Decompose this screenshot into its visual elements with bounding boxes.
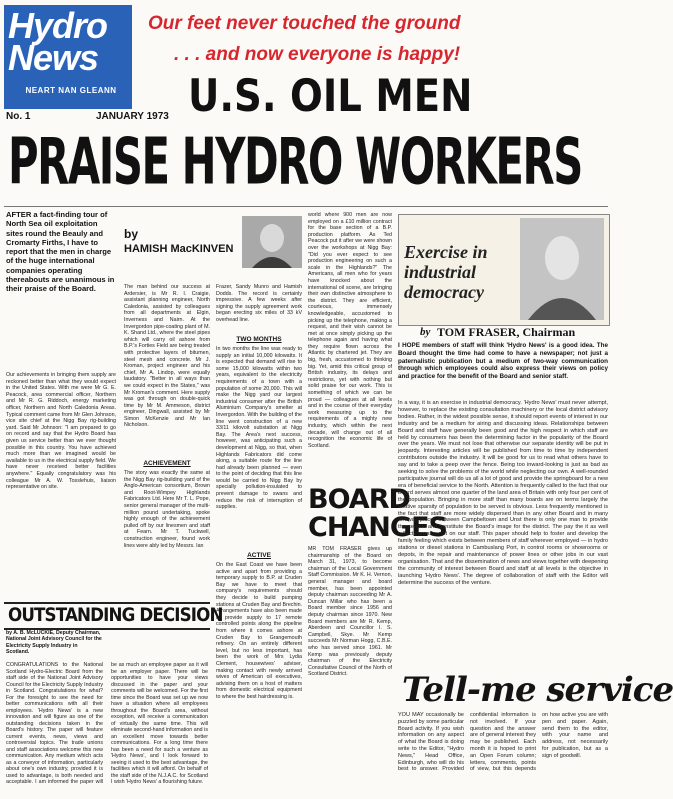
exercise-title-line2: industrial: [404, 262, 477, 282]
tell-me-head: Tell-me service: [402, 670, 673, 710]
exercise-byline-name: TOM FRASER, Chairman: [437, 325, 576, 339]
board-changes-head2: CHANGES: [308, 512, 447, 543]
headline-rule: [4, 206, 608, 207]
chairman-photo: [520, 218, 604, 320]
masthead-title-line1: Hydro: [8, 5, 108, 46]
masthead-title: [8, 5, 132, 78]
tell-me-body: YOU MAY occasionally be puzzled by some particular Board activity. If you wish information on any aspect of what the Board is doing write to the Editor, "Hydro News," Head Office, Edinburgh, who will do his best to answer. Provided confidential information is not involved. If your question and the answer are of general interest they may be published. Each month it is hoped to print an Open Forum column; letters, comments, points of view, but this depends on how active you are with pen and paper. Again, send them to the editor, with your name and address, not necessarily for publication, but as a sign of goodwill.: [398, 712, 608, 773]
lead-col3-body-b: In two months the line was ready to supply an initial 10,000 kilowatts. It is expected that demand will rise to some 15,000 kilowatts within two years, equivalent to the electricity requirements of a town with a population of some 20,000. This will make the Nigg yard our largest industrial consumer after the British Aluminium Company's smelter at Invergordon. With the building of the line went construction of a new 33/11 kilovolt substation at Nigg Bay. The Area's next success, however, was anticipating such a development at Nigg, so that, when Highlands Fabricators did come along, a suitable route for the line had already been planned — even to the point of deciding that this line would be carried to Nigg Bay by specially pollution-insulated to prevent damage to swans and reduce the risk of interruption of supplies.: [216, 346, 302, 511]
tagline-line2: . . . and now everyone is happy!: [174, 44, 461, 65]
tagline-line1: Our feet never touched the ground: [148, 13, 461, 34]
lead-col2-body: The man behind our success at Ardersier, is Mr R. I. Craigie, assistant planning engineer, North Caledonia, assisted by colleagues from all departments at Elgin, Inverness and Nairn. At the Invergordon pipe-coating plant of M. K. Shand Ltd., where the steel pipes which will carry oil ashore from B.P.'s Forties Field are being treated with protective layers of bitumen, steel mesh and concrete. Mr J. Kroman, project engineer and his chief, Mr A. Lindop, were equally laudatory. "Better in all ways than we could expect in the States," was Mr Kroman's comment. Here supply was got through on double-quick time by Mr M. Ammeson, district engineer, Dingwall, assisted by Mr Simon McKenzie and Mr Ian Nicholson.: [124, 284, 210, 429]
lead-col1-body: Our achievements in bringing them supply are reckoned better than what they would expect in the United States. With me were Mr G. E. Peacock, area commercial officer, Northern and Mr R. G. Riddoch, energy marketing officer, Northern and North Caledonia Areas. Typical comment came from Mr Glen Johnson, vice site chief at the Nigg Bay rig-building yard. Said Mr Johnson: "I am prepared to go on record and say that the Hydro Board has given us service better than we ever thought possible in this country. You have achieved much more than we imagined would be available to us in the electrical supply field. We have never received better facilities anywhere." Equally congratulatory was his colleague Mr A. W. Tosslehuis, liaison representative on site.: [6, 372, 116, 491]
headline-line1: U.S. OIL MEN: [188, 70, 473, 122]
board-changes-head1: BOARD: [308, 484, 410, 515]
chairman-photo-portrait: [520, 218, 604, 320]
exercise-lead: I HOPE members of staff will think 'Hydro News' is a good idea. The Board thought the time had come to have a newspaper; not just a paternalistic publication but a medium of two-way communication through which employees could also express their views on policy and practice for the benefit of the Board and senior staff.: [398, 342, 608, 381]
lead-col4-body: world where 900 men are now employed on a £10 million contract for the base section of a B.P. production platform. As Ted Peacock put it after we were shown over the workshops at Nigg Bay: "Did you ever expect to see production engineering on such a scale in the Highlands?" The Americans, all men who for years have knocked about the international oil scene, are bringing their own distinctive atmosphere to the district. They are efficient, courteous, immensely knowledgeable, accustomed to picking up the telephone, making a request, and their wish cannot be met at once simply picking up the telephone again and having what they require flown across the Atlantic by chartered jet. They are big, fresh, accustomed to thinking big. Yet, amid this critical group of British industry, its delays and restrictions, yet with nothing but solid praise for our work. This is something of which we can be proud — colleagues at all levels and in the course of their everyday work measuring up to the requirements of a mighty new industry, which within the next decade, will change out of all recognition the economic life of Scotland.: [308, 212, 392, 449]
byline-by: by: [124, 227, 139, 241]
board-changes-body: MR TOM FRASER gives up chairmanship of the Board on March 31, 1973, to become chairman of the Local Government Staff Commission. Mr K. H. Vernon, general manager and board member, has been appointed deputy chairman succeeding Mr A. Duncan Millar who has been a Board member since 1956 and deputy chairman since 1970. New Board members are Mr R. Kemp, Aberdeen and Councillor I. S. Campbell, Skye. Mr Kemp succeeds Mr Norman Hogg, C.B.E. who has served since 1961. Mr Kemp was previously deputy chairman of the Electricity Consultative Council of the North of Scotland District.: [308, 546, 392, 678]
active-heading: ACTIVE: [247, 552, 271, 559]
headline-line2: PRAISE HYDRO WORKERS: [8, 124, 582, 199]
masthead-title-line2: News: [8, 37, 99, 78]
lead-col3-body: Frazer, Sandy Munro and Hamish Dodds. The record is certainly impressive. A few weeks after signing the supply agreement work began erecting six miles of 33 kV overhead line.: [216, 284, 302, 323]
issue-number: No. 1: [6, 111, 31, 122]
two-months-heading: TWO MONTHS: [236, 336, 282, 343]
outstanding-head: OUTSTANDING DECISION: [8, 604, 223, 626]
exercise-title: [404, 242, 514, 302]
exercise-byline-by: by: [420, 326, 431, 338]
outstanding-body: CONGRATULATIONS to the National Scotland Hydro-Electric Board from the staff side of the National Joint Advisory Council for the Electricity Supply Industry in Scotland. Congratulations for what? For the foresight to see the need for better communications with all their employees. 'Hydro News' is a new innovation and will figure as one of the outstanding decisions taken in the Board's history. The paper will feature current events, news, views and controversial topics. The trade unions and staff associations welcome this new communication. Any medium which acts as a conveyor of information, particularly about one's own industry, provided it is used to advantage, is both needed and acceptable. I am informed the paper will be as much an employee paper as it will be an employer paper. There will be opportunities to have your views discussed in the paper and your comments will be welcomed. For the first time since the Board was set up we now have a situation where all employees throughout the Board's area, without exception, will receive a communication of virtually the same time. This will eliminate second-hand information and is an excellent move towards better communications. For a long time there has been a need for such a venture as 'Hydro News', and I look forward to seeing it used to the best advantage, the facilities which it will afford. On behalf of the staff side of the N.J.A.C. for Scotland I wish 'Hydro News' a flourishing future.: [6, 662, 208, 785]
exercise-body: In a way, it is an exercise in industrial democracy. 'Hydro News' must never attempt, however, to replace the existing consultation machinery or the local district advisory bodies. Rather, in the widest possible sense, it should report events of interest in our industry and be a medium for airing and discussing ideas. Relationships between Board and staff have generally been good and the high respect in which staff are held by consumers has been the determining factor in the popularity of the Board over the years. We must not lose that otherwise our separate identity will be put in jeopardy. Interesting articles will be published from time to time by independent contributors outside the industry. It will be good for us to read what others have to say and to take a peep over the fence. Being too inward-looking is just as bad as seeking to solve the problems of the world while neglecting our own. A well-rounded participative journal will do us all a lot of good and provide the springboard for a new era of beneficial service to the North. Attention is frequently called to the fact that our Board serves almost one quarter of the land area of Britain with only four per cent of the population. Bringing in more staff than many boards are on terms largely the relative sparsity of population to be served is obvious. Less frequently mentioned is the fact that staff are more widely dispersed than in any other Board and in many faraway places between Campbeltown and Unst there is only one man to provide the service and constitute the Board's image for the district. The pay the it as well reflects great credit on our staff. This paper should help to foster and develop the family feeling which exists between members of staff wherever employed — in hydro stations or diesel stations in Cambuslang Port, in control rooms or showrooms or depots, in the repair and maintenance of power lines or other jobs in our vast organisation. That and the dissemination of news and views together with deepening the community of interest between Board and staff at all levels is the objective in launching 'Hydro News'. The degree of collaboration of staff with the Editor will determine the success of the venture.: [398, 400, 608, 586]
masthead-subtitle: NEART NAN GLEANN: [25, 86, 117, 95]
author-photo-portrait: [242, 216, 302, 268]
byline-name: HAMISH MacKINVEN: [124, 243, 234, 255]
issue-date: JANUARY 1973: [96, 111, 169, 122]
lead-intro: AFTER a fact-finding tour of North Sea oil exploitation sites round the Beauly and Cromarty Firths, I have to report that the men in charge of the huge international companies operating thereabouts are unanimous in their praise of the Board.: [6, 210, 115, 294]
exercise-title-line3: democracy: [404, 282, 484, 302]
lead-col3-body-c: On the East Coast we have been active and apart from providing a temporary supply to B.P. at Cruden Bay we have to meet that company's requirements should they decide to build pumping stations at Cruden Bay and Brechin. Arrangements have also been made to provide supply to 17 remote controlled points along the pipeline from where it comes ashore at Cruden Bay to Grangemouth refinery. On an entirely different level, but no less important, has been the work of Mrs Lydia Clement, housewives' adviser, making contact with newly arrived wives of American oil executives, advising them on a host of matters from domestic electrical equipment to where the best hairdressing is.: [216, 562, 302, 700]
outstanding-byline: by A. B. McLUCKIE, Deputy Chairman, National Joint Advisory Council for the Electricity Supply Industry in Scotland.: [6, 630, 102, 656]
exercise-title-line1: Exercise in: [404, 242, 488, 262]
author-photo: [242, 216, 302, 268]
lead-col2-body-b: The story was exactly the same at the Nigg Bay rig-building yard of the Anglo-American consortium, Brown and Root-Wimpey Highlands Fabricators Ltd. Here Mr T. L. Pope, senior general manager of the multi-million pound undertaking, spoke highly enough of the achievement pulled off by our linesmen and staff at Fearn. Mr T. Tuckwell, construction engineer, found work lines were ably led by Messrs. Ian: [124, 470, 210, 549]
achievement-heading: ACHIEVEMENT: [143, 460, 191, 467]
